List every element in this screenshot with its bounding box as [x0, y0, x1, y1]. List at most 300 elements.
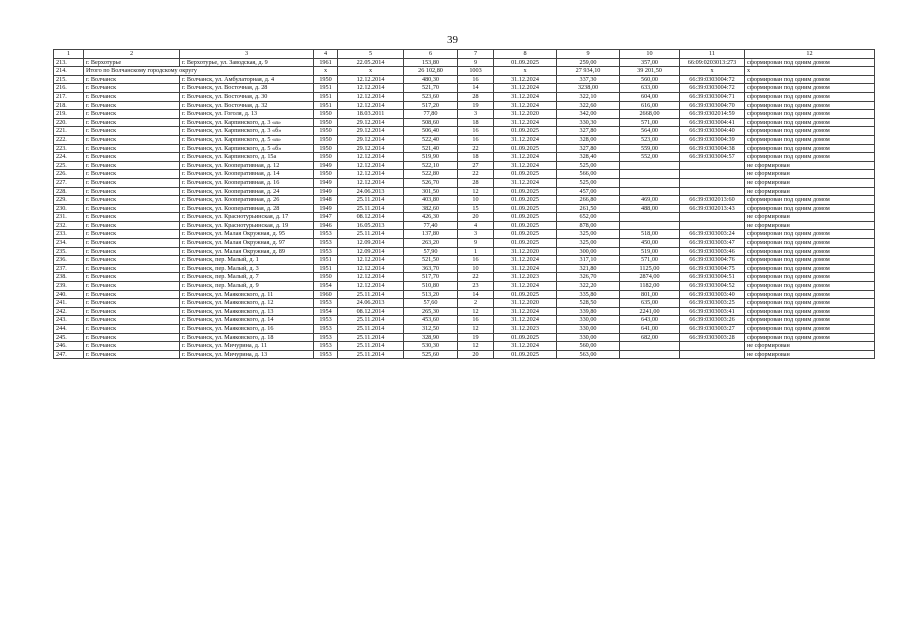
value-cell: 643,00 — [620, 316, 680, 325]
cadastral-number-cell — [680, 221, 745, 230]
value-cell — [620, 221, 680, 230]
count-cell: 22 — [458, 170, 494, 179]
year-cell: 1947 — [314, 213, 338, 222]
address-cell: г. Волчанск, ул. Карпинского, д. 5 «а» — [180, 135, 314, 144]
cadastral-number-cell: 66:39:0303003:25 — [680, 299, 745, 308]
year-cell: 1953 — [314, 299, 338, 308]
value-cell — [620, 213, 680, 222]
locality-cell: г. Волчанск — [84, 161, 180, 170]
locality-cell: г. Волчанск — [84, 316, 180, 325]
deadline-cell: 31.12.2024 — [494, 75, 557, 84]
table-row — [54, 75, 875, 84]
cadastral-number-cell: 66:39:0302013:60 — [680, 196, 745, 205]
locality-cell: г. Волчанск — [84, 196, 180, 205]
cost-cell: 878,00 — [557, 221, 620, 230]
deadline-cell: 01.09.2025 — [494, 213, 557, 222]
value-cell: 635,00 — [620, 299, 680, 308]
count-cell: 12 — [458, 187, 494, 196]
date-cell: 12.12.2014 — [338, 170, 404, 179]
locality-cell: г. Волчанск — [84, 307, 180, 316]
value-cell: 39 201,50 — [620, 67, 680, 76]
status-cell: не сформирован — [745, 170, 875, 179]
table-row — [54, 264, 875, 273]
deadline-cell: 31.12.2024 — [494, 342, 557, 351]
area-cell: 453,60 — [404, 316, 458, 325]
deadline-cell: 31.12.2024 — [494, 282, 557, 291]
status-cell: не сформирован — [745, 350, 875, 359]
status-cell: не сформирован — [745, 187, 875, 196]
date-cell: 24.06.2013 — [338, 187, 404, 196]
deadline-cell: 01.09.2025 — [494, 127, 557, 136]
count-cell: 27 — [458, 161, 494, 170]
value-cell: 682,00 — [620, 333, 680, 342]
locality-cell: г. Волчанск — [84, 299, 180, 308]
deadline-cell: 31.12.2024 — [494, 101, 557, 110]
date-cell: 16.05.2013 — [338, 221, 404, 230]
count-cell: 28 — [458, 92, 494, 101]
deadline-cell: 31.12.2023 — [494, 273, 557, 282]
value-cell: 523,00 — [620, 135, 680, 144]
address-cell: г. Волчанск, пер. Малый, д. 1 — [180, 256, 314, 265]
address-cell: г. Волчанск, ул. Карпинского, д. 15а — [180, 153, 314, 162]
deadline-cell: 01.09.2025 — [494, 170, 557, 179]
date-cell: 12.09.2014 — [338, 239, 404, 248]
deadline-cell: х — [494, 67, 557, 76]
area-cell: 522,40 — [404, 135, 458, 144]
area-cell: 480,30 — [404, 75, 458, 84]
status-cell: не сформирован — [745, 213, 875, 222]
count-cell: 4 — [458, 221, 494, 230]
year-cell: 1948 — [314, 196, 338, 205]
status-cell: сформирован под одним домом — [745, 101, 875, 110]
locality-cell: г. Волчанск — [84, 118, 180, 127]
row-number: 214. — [54, 67, 84, 76]
value-cell: 560,00 — [620, 75, 680, 84]
value-cell — [620, 178, 680, 187]
cadastral-number-cell: х — [680, 67, 745, 76]
column-number: 9 — [557, 50, 620, 59]
year-cell: х — [314, 67, 338, 76]
address-cell: г. Волчанск, ул. Маяковского, д. 12 — [180, 299, 314, 308]
table-row — [54, 178, 875, 187]
address-cell: г. Волчанск, ул. Малая Окружная, д. 97 — [180, 239, 314, 248]
cost-cell: 261,50 — [557, 204, 620, 213]
total-row — [54, 67, 875, 76]
cost-cell: 27 934,10 — [557, 67, 620, 76]
locality-cell: г. Волчанск — [84, 282, 180, 291]
cadastral-number-cell: 66:39:0303004:52 — [680, 282, 745, 291]
deadline-cell: 31.12.2024 — [494, 178, 557, 187]
deadline-cell: 01.09.2025 — [494, 221, 557, 230]
row-number: 223. — [54, 144, 84, 153]
area-cell: 426,30 — [404, 213, 458, 222]
status-cell: сформирован под одним домом — [745, 264, 875, 273]
deadline-cell: 01.09.2025 — [494, 58, 557, 67]
count-cell: 16 — [458, 256, 494, 265]
column-number: 4 — [314, 50, 338, 59]
year-cell: 1950 — [314, 127, 338, 136]
column-number-row — [54, 50, 875, 59]
locality-cell: г. Волчанск — [84, 75, 180, 84]
row-number: 233. — [54, 230, 84, 239]
table-row — [54, 350, 875, 359]
count-cell: 1 — [458, 247, 494, 256]
date-cell: 12.12.2014 — [338, 84, 404, 93]
year-cell: 1949 — [314, 204, 338, 213]
year-cell: 1950 — [314, 110, 338, 119]
value-cell: 604,00 — [620, 92, 680, 101]
address-cell: г. Волчанск, ул. Кооперативная, д. 26 — [180, 196, 314, 205]
locality-cell: г. Волчанск — [84, 350, 180, 359]
cadastral-number-cell: 66:39:0303004:76 — [680, 256, 745, 265]
year-cell: 1946 — [314, 221, 338, 230]
date-cell: 12.12.2014 — [338, 178, 404, 187]
address-cell: г. Волчанск, пер. Малый, д. 7 — [180, 273, 314, 282]
status-cell: не сформирован — [745, 178, 875, 187]
value-cell: 801,00 — [620, 290, 680, 299]
date-cell: 25.11.2014 — [338, 350, 404, 359]
count-cell: 18 — [458, 153, 494, 162]
locality-cell: г. Волчанск — [84, 333, 180, 342]
date-cell: 22.05.2014 — [338, 58, 404, 67]
row-number: 215. — [54, 75, 84, 84]
year-cell: 1951 — [314, 84, 338, 93]
count-cell: 12 — [458, 325, 494, 334]
date-cell: 25.11.2014 — [338, 204, 404, 213]
row-number: 231. — [54, 213, 84, 222]
deadline-cell: 31.12.2024 — [494, 153, 557, 162]
year-cell: 1951 — [314, 264, 338, 273]
table-row — [54, 230, 875, 239]
year-cell: 1953 — [314, 247, 338, 256]
locality-cell: г. Волчанск — [84, 144, 180, 153]
deadline-cell: 31.12.2024 — [494, 135, 557, 144]
value-cell: 564,00 — [620, 127, 680, 136]
address-cell: г. Волчанск, ул. Маяковского, д. 14 — [180, 316, 314, 325]
address-cell: г. Волчанск, ул. Карпинского, д. 3 «б» — [180, 127, 314, 136]
deadline-cell: 31.12.2020 — [494, 247, 557, 256]
year-cell: 1953 — [314, 333, 338, 342]
value-cell: 633,00 — [620, 84, 680, 93]
deadline-cell: 01.09.2025 — [494, 230, 557, 239]
cadastral-number-cell: 66:39:0303003:46 — [680, 247, 745, 256]
value-cell — [620, 187, 680, 196]
status-cell: сформирован под одним домом — [745, 273, 875, 282]
year-cell: 1953 — [314, 350, 338, 359]
count-cell: 19 — [458, 333, 494, 342]
date-cell: 12.12.2014 — [338, 264, 404, 273]
value-cell: 518,00 — [620, 230, 680, 239]
value-cell: 2874,00 — [620, 273, 680, 282]
table-row — [54, 213, 875, 222]
deadline-cell: 31.12.2024 — [494, 118, 557, 127]
table-row — [54, 221, 875, 230]
status-cell: сформирован под одним домом — [745, 307, 875, 316]
cadastral-number-cell: 66:39:0303004:38 — [680, 144, 745, 153]
status-cell: сформирован под одним домом — [745, 316, 875, 325]
cost-cell: 342,00 — [557, 110, 620, 119]
year-cell: 1949 — [314, 161, 338, 170]
row-number: 235. — [54, 247, 84, 256]
status-cell: сформирован под одним домом — [745, 118, 875, 127]
date-cell: 29.12.2014 — [338, 127, 404, 136]
value-cell: 616,00 — [620, 101, 680, 110]
deadline-cell: 31.12.2024 — [494, 161, 557, 170]
date-cell: 29.12.2014 — [338, 118, 404, 127]
locality-cell: г. Волчанск — [84, 204, 180, 213]
address-cell: г. Волчанск, пер. Малый, д. 9 — [180, 282, 314, 291]
cost-cell: 322,60 — [557, 101, 620, 110]
year-cell: 1953 — [314, 316, 338, 325]
area-cell: 403,80 — [404, 196, 458, 205]
table-row — [54, 110, 875, 119]
cadastral-number-cell — [680, 178, 745, 187]
cadastral-number-cell: 66:39:0303003:47 — [680, 239, 745, 248]
cadastral-number-cell: 66:39:0303003:40 — [680, 290, 745, 299]
cost-cell: 339,80 — [557, 307, 620, 316]
locality-cell: г. Волчанск — [84, 342, 180, 351]
cost-cell: 525,00 — [557, 178, 620, 187]
year-cell: 1950 — [314, 273, 338, 282]
year-cell: 1953 — [314, 342, 338, 351]
value-cell: 450,00 — [620, 239, 680, 248]
locality-cell: г. Верхотурье — [84, 58, 180, 67]
column-number: 2 — [84, 50, 180, 59]
column-number: 12 — [745, 50, 875, 59]
cost-cell: 3238,00 — [557, 84, 620, 93]
deadline-cell: 01.09.2025 — [494, 204, 557, 213]
row-number: 220. — [54, 118, 84, 127]
value-cell: 488,00 — [620, 204, 680, 213]
column-number: 6 — [404, 50, 458, 59]
row-number: 241. — [54, 299, 84, 308]
column-number: 3 — [180, 50, 314, 59]
address-cell: г. Верхотурье, ул. Заводская, д. 9 — [180, 58, 314, 67]
date-cell: 18.03.2011 — [338, 110, 404, 119]
table-row — [54, 127, 875, 136]
date-cell: 25.11.2014 — [338, 196, 404, 205]
address-cell: г. Волчанск, ул. Кооперативная, д. 28 — [180, 204, 314, 213]
row-number: 218. — [54, 101, 84, 110]
area-cell: 328,90 — [404, 333, 458, 342]
count-cell: 14 — [458, 290, 494, 299]
value-cell: 571,00 — [620, 118, 680, 127]
area-cell: 312,50 — [404, 325, 458, 334]
table-row — [54, 170, 875, 179]
area-cell: 519,90 — [404, 153, 458, 162]
address-cell: г. Волчанск, ул. Кооперативная, д. 12 — [180, 161, 314, 170]
value-cell: 357,00 — [620, 58, 680, 67]
value-cell — [620, 350, 680, 359]
status-cell: сформирован под одним домом — [745, 325, 875, 334]
row-number: 228. — [54, 187, 84, 196]
date-cell: 12.12.2014 — [338, 161, 404, 170]
registry-table — [53, 49, 875, 359]
row-number: 213. — [54, 58, 84, 67]
year-cell: 1951 — [314, 101, 338, 110]
table-row — [54, 92, 875, 101]
cadastral-number-cell: 66:39:0303004:51 — [680, 273, 745, 282]
area-cell: 523,60 — [404, 92, 458, 101]
deadline-cell: 01.09.2025 — [494, 187, 557, 196]
cadastral-number-cell: 66:39:0303003:28 — [680, 333, 745, 342]
status-cell: сформирован под одним домом — [745, 290, 875, 299]
cost-cell: 330,00 — [557, 316, 620, 325]
address-cell: г. Волчанск, ул. Мичурина, д. 11 — [180, 342, 314, 351]
count-cell: 16 — [458, 127, 494, 136]
address-cell: г. Волчанск, пер. Малый, д. 3 — [180, 264, 314, 273]
column-number: 5 — [338, 50, 404, 59]
cost-cell: 322,20 — [557, 282, 620, 291]
cost-cell: 259,00 — [557, 58, 620, 67]
date-cell: 25.11.2014 — [338, 230, 404, 239]
date-cell: 12.09.2014 — [338, 247, 404, 256]
cadastral-number-cell — [680, 350, 745, 359]
year-cell: 1949 — [314, 178, 338, 187]
date-cell: 12.12.2014 — [338, 153, 404, 162]
year-cell: 1953 — [314, 325, 338, 334]
table-row — [54, 196, 875, 205]
row-number: 234. — [54, 239, 84, 248]
date-cell: 29.12.2014 — [338, 144, 404, 153]
table-row — [54, 84, 875, 93]
count-cell: 2 — [458, 299, 494, 308]
cost-cell: 328,40 — [557, 153, 620, 162]
address-cell: г. Волчанск, ул. Краснотурьинская, д. 19 — [180, 221, 314, 230]
row-number: 230. — [54, 204, 84, 213]
table-row — [54, 101, 875, 110]
cost-cell: 322,10 — [557, 92, 620, 101]
status-cell: сформирован под одним домом — [745, 75, 875, 84]
area-cell: 265,30 — [404, 307, 458, 316]
locality-cell: г. Волчанск — [84, 239, 180, 248]
row-number: 229. — [54, 196, 84, 205]
status-cell: сформирован под одним домом — [745, 58, 875, 67]
address-cell: г. Волчанск, ул. Кооперативная, д. 24 — [180, 187, 314, 196]
deadline-cell: 31.12.2024 — [494, 256, 557, 265]
row-number: 224. — [54, 153, 84, 162]
deadline-cell: 01.09.2025 — [494, 350, 557, 359]
date-cell: 12.12.2014 — [338, 92, 404, 101]
locality-cell: г. Волчанск — [84, 273, 180, 282]
locality-cell: г. Волчанск — [84, 178, 180, 187]
area-cell: 26 102,80 — [404, 67, 458, 76]
cost-cell: 266,80 — [557, 196, 620, 205]
area-cell: 522,10 — [404, 161, 458, 170]
cadastral-number-cell: 66:39:0303003:24 — [680, 230, 745, 239]
address-cell: г. Волчанск, ул. Восточная, д. 32 — [180, 101, 314, 110]
cadastral-number-cell: 66:09:0203013:273 — [680, 58, 745, 67]
locality-cell: г. Волчанск — [84, 290, 180, 299]
table-row — [54, 333, 875, 342]
deadline-cell: 31.12.2024 — [494, 316, 557, 325]
table-body — [54, 50, 875, 359]
column-number: 7 — [458, 50, 494, 59]
count-cell: 22 — [458, 273, 494, 282]
row-number: 240. — [54, 290, 84, 299]
year-cell: 1949 — [314, 187, 338, 196]
value-cell: 552,00 — [620, 153, 680, 162]
deadline-cell: 01.09.2025 — [494, 290, 557, 299]
count-cell: 20 — [458, 350, 494, 359]
status-cell: сформирован под одним домом — [745, 196, 875, 205]
status-cell: сформирован под одним домом — [745, 247, 875, 256]
address-cell: г. Волчанск, ул. Малая Окружная, д. 95 — [180, 230, 314, 239]
table-row — [54, 325, 875, 334]
table-row — [54, 307, 875, 316]
table-row — [54, 316, 875, 325]
deadline-cell: 31.12.2024 — [494, 264, 557, 273]
cadastral-number-cell: 66:39:0303003:41 — [680, 307, 745, 316]
locality-cell: г. Волчанск — [84, 92, 180, 101]
cadastral-number-cell: 66:39:0303004:57 — [680, 153, 745, 162]
page-number: 39 — [447, 34, 458, 46]
address-cell: г. Волчанск, ул. Амбулаторная, д. 4 — [180, 75, 314, 84]
count-cell: 20 — [458, 213, 494, 222]
address-cell: г. Волчанск, ул. Маяковского, д. 18 — [180, 333, 314, 342]
value-cell: 469,00 — [620, 196, 680, 205]
row-number: 238. — [54, 273, 84, 282]
year-cell: 1950 — [314, 170, 338, 179]
count-cell: 28 — [458, 178, 494, 187]
area-cell: 263,20 — [404, 239, 458, 248]
deadline-cell: 31.12.2024 — [494, 92, 557, 101]
locality-cell: г. Волчанск — [84, 230, 180, 239]
row-number: 244. — [54, 325, 84, 334]
locality-cell: г. Волчанск — [84, 135, 180, 144]
table-row — [54, 256, 875, 265]
row-number: 239. — [54, 282, 84, 291]
cadastral-number-cell — [680, 213, 745, 222]
locality-cell: г. Волчанск — [84, 213, 180, 222]
year-cell: 1953 — [314, 239, 338, 248]
cadastral-number-cell: 66:39:0303004:40 — [680, 127, 745, 136]
status-cell: сформирован под одним домом — [745, 333, 875, 342]
area-cell: 510,80 — [404, 282, 458, 291]
cost-cell: 325,00 — [557, 230, 620, 239]
table-row — [54, 187, 875, 196]
year-cell: 1961 — [314, 58, 338, 67]
status-cell: сформирован под одним домом — [745, 239, 875, 248]
status-cell: сформирован под одним домом — [745, 256, 875, 265]
cost-cell: 300,00 — [557, 247, 620, 256]
deadline-cell: 31.12.2024 — [494, 307, 557, 316]
area-cell: 526,70 — [404, 178, 458, 187]
date-cell: 08.12.2014 — [338, 307, 404, 316]
address-cell: г. Волчанск, ул. Восточная, д. 30 — [180, 92, 314, 101]
year-cell: 1950 — [314, 135, 338, 144]
cadastral-number-cell: 66:39:0303003:27 — [680, 325, 745, 334]
date-cell: 24.06.2013 — [338, 299, 404, 308]
address-cell: г. Волчанск, ул. Восточная, д. 28 — [180, 84, 314, 93]
cadastral-number-cell — [680, 187, 745, 196]
area-cell: 77,40 — [404, 221, 458, 230]
address-cell: г. Волчанск, ул. Карпинского, д. 3 «а» — [180, 118, 314, 127]
status-cell: х — [745, 67, 875, 76]
address-cell: г. Волчанск, ул. Краснотурьинская, д. 17 — [180, 213, 314, 222]
locality-cell: г. Волчанск — [84, 264, 180, 273]
cost-cell: 327,80 — [557, 127, 620, 136]
table-row — [54, 247, 875, 256]
deadline-cell: 01.09.2025 — [494, 239, 557, 248]
year-cell: 1960 — [314, 290, 338, 299]
row-number: 245. — [54, 333, 84, 342]
locality-cell: г. Волчанск — [84, 170, 180, 179]
column-number: 8 — [494, 50, 557, 59]
table-row — [54, 273, 875, 282]
count-cell: 9 — [458, 58, 494, 67]
status-cell: сформирован под одним домом — [745, 84, 875, 93]
